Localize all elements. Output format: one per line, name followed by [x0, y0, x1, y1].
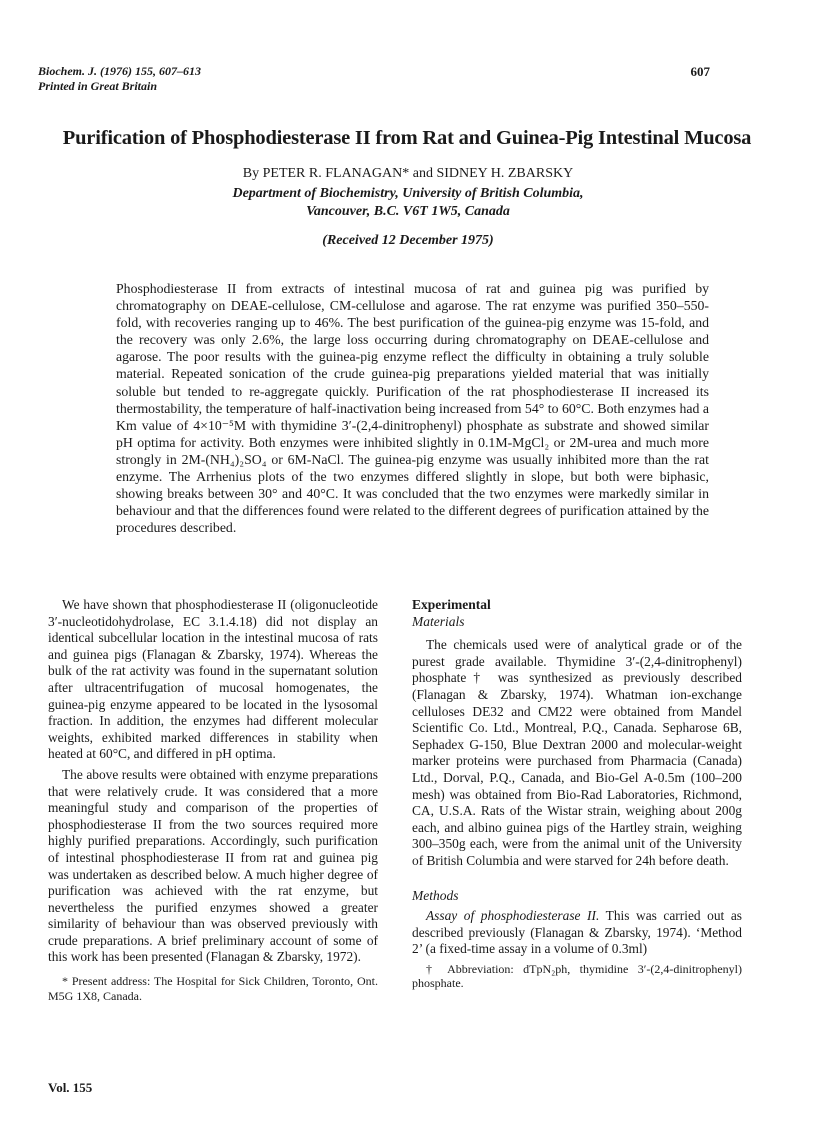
paper-title: Purification of Phosphodiesterase II from Rat and Guinea-Pig Intestinal Mucosa	[62, 127, 752, 149]
assay-paragraph	[412, 908, 742, 958]
authors: By PETER R. FLANAGAN* and SIDNEY H. ZBARSKY	[242, 166, 574, 181]
intro-paragraph-1: We have shown that phosphodiesterase II (oligonucleotide 3′-nucleotidohydrolase, EC 3.1.4.18) did not display an identical subcellular location in the intestinal mucosa of rats and guinea pigs (Flanagan & Zbarsky, 1974). Whereas the bulk of the rat activity was found in the supernatant solution after ultracentrifugation of mucosal homogenates, the guinea-pig enzyme appeared to be located in the lysosomal fraction. In addition, the enzymes had different molecular weights, exhibited marked differences in stability when heated at 60°C, and differed in pH optima.	[48, 597, 378, 762]
author-footnote: * Present address: The Hospital for Sick Children, Toronto, Ont. M5G 1X8, Canada.	[48, 974, 378, 1003]
volume-label: Vol. 155	[48, 1080, 93, 1095]
intro-paragraph-2: The above results were obtained with enzyme preparations that were relatively crude. It was considered that a more meaningful study and comparison of the properties of phosphodiesterase II from the two sources required more highly purified preparations. Accordingly, such purification of intestinal phosphodiesterase II from rat and guinea pig was undertaken as described below. A much higher degree of purification was achieved with the rat enzyme, but nevertheless the purified enzymes showed a greater similarity of behaviour than was observed previously with crude preparations. A brief preliminary account of some of this work has been presented (Flanagan & Zbarsky, 1972).	[48, 766, 378, 965]
affiliation	[0, 185, 816, 221]
assay-heading: Assay of phosphodiesterase II.	[426, 908, 600, 924]
heading-materials: Materials	[412, 613, 465, 629]
abstract: Phosphodiesterase II from extracts of intestinal mucosa of rat and guinea pig was purified by chromatography on DEAE-cellulose, CM-cellulose and agarose. The rat enzyme was purified 350–550-fold, with recoveries ranging up to 46%. The best purification of the guinea-pig enzyme was 15-fold, and the recovery was only 2.6%, the large loss occurring during chromatography on DEAE-cellulose and agarose. The poor results with the guinea-pig enzyme reflect the difficulty in obtaining a truly soluble material. Repeated sonication of the crude guinea-pig preparations yielded material that was initially soluble but tended to re-aggregate quickly. Purification of the rat phosphodiesterase II increased its thermostability, the temperature of half-inactivation being increased from 54° to 60°C. Both enzymes had a Km value of 4×10⁻⁵M with thymidine 3′-(2,4-dinitrophenyl) phosphate as substrate and showed similar pH optima for activity. Both enzymes were inhibited slightly in 0.1M-MgCl₂ or 2M-urea and much more strongly in 2M-(NH₄)₂SO₄ or 6M-NaCl. The guinea-pig enzyme was usually inhibited more than the rat enzyme. The Arrhenius plots of the two enzymes differed slightly in slope, but both were biphasic, showing breaks between 30° and 40°C. It was concluded that the two enzymes were markedly similar in behaviour and that the differences found were related to the different degrees of purification attained by the procedures described.	[116, 281, 709, 536]
affiliation-line-2: Vancouver, B.C. V6T 1W5, Canada	[306, 204, 510, 219]
abbreviation-footnote: † Abbreviation: dTpN₂ph, thymidine 3′-(2,4-dinitrophenyl) phosphate.	[412, 961, 742, 991]
materials-paragraph: The chemicals used were of analytical grade or of the purest grade available. Thymidine 3′-(2,4-dinitrophenyl) phosphate† was synthesized as previously described (Flanagan & Zbarsky, 1974). Whatman ion-exchange celluloses DE32 and CM22 were obtained from Mandel Scientific Co. Ltd., Montreal, P.Q., Canada. Sepharose 6B, Sephadex G-150, Blue Dextran 2000 and molecular-weight marker proteins were purchased from Pharmacia (Canada) Ltd., Dorval, P.Q., Canada, and Bio-Gel A-0.5m (100–200 mesh) was obtained from Bio-Rad Laboratories, Richmond, CA, U.S.A. Rats of the Wistar strain, weighing about 200g each, and albino guinea pigs of the Hartley strain, weighing 300–350g each, were from the animal unit of the University of British Columbia and were starved for 24h before death.	[412, 637, 742, 868]
journal-line-2: Printed in Great Britain	[38, 79, 158, 93]
journal-line-1: Biochem. J. (1976) 155, 607–613	[38, 64, 201, 78]
left-column	[48, 597, 378, 1003]
heading-methods: Methods	[412, 887, 459, 903]
received-date: (Received 12 December 1975)	[322, 233, 494, 248]
page-number: 607	[690, 64, 710, 79]
assay-text: This was carried out as described previously (Flanagan & Zbarsky, 1974). ‘Method 2’ (a fixed-time assay in a volume of 0.3ml)	[412, 908, 742, 957]
right-column	[412, 597, 742, 991]
journal-citation	[38, 64, 201, 94]
section-title-experimental: Experimental	[412, 597, 491, 612]
affiliation-line-1: Department of Biochemistry, University of British Columbia,	[232, 186, 584, 201]
